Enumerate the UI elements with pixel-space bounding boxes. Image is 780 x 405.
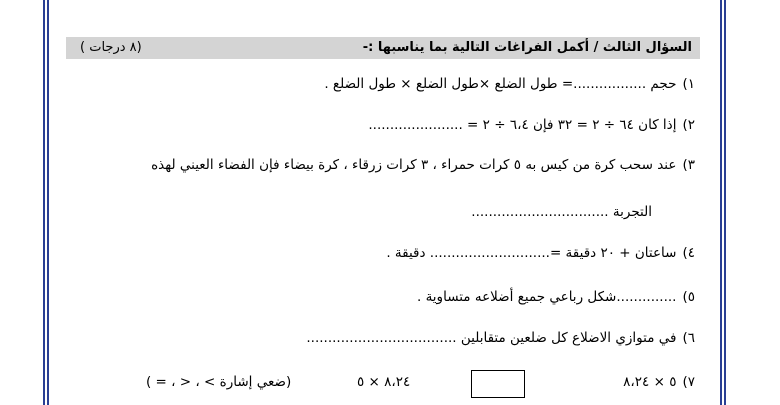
question-item-7 [623, 374, 695, 390]
page-border-left-outer [43, 0, 45, 405]
question-item-4 [386, 245, 695, 261]
question-text: التجربة ................................ [471, 204, 652, 220]
question-number: ٢) [682, 117, 695, 133]
question-number: ١) [682, 76, 695, 92]
question-number: ٦) [682, 330, 695, 346]
question-item-2 [368, 117, 695, 133]
page-border-left-inner [47, 0, 49, 405]
comparison-hint: (ضعي إشارة > ، < ، = ) [146, 374, 292, 390]
question-text: ساعتان + ٢٠ دقيقة =............................ دقيقة . [386, 245, 677, 261]
right-expression: ٨،٢٤ × ٥ [357, 374, 411, 390]
left-expression: ٥ × ٨،٢٤ [623, 374, 677, 390]
question-text: إذا كان ٦٤ ÷ ٢ = ٣٢ فإن ٦،٤ ÷ ٢ = ...................... [368, 117, 677, 133]
page-border-right-inner [724, 0, 726, 405]
question-item-3-continued [471, 204, 652, 220]
question-text: عند سحب كرة من كيس به ٥ كرات حمراء ، ٣ كرات زرقاء ، كرة بيضاء فإن الفضاء العيني لهذه [151, 157, 677, 173]
question-item-5 [417, 289, 695, 305]
question-item-1 [324, 76, 695, 92]
question-number: ٣) [682, 157, 695, 173]
question-number: ٥) [682, 289, 695, 305]
question-header [66, 37, 700, 59]
question-text: في متوازي الاضلاع كل ضلعين متقابلين ................................... [306, 330, 677, 346]
question-item-6 [306, 330, 695, 346]
question-title: السؤال الثالث / أكمل الفراغات التالية بما يناسبها :- [362, 40, 692, 55]
question-number: ٧) [682, 374, 695, 390]
question-number: ٤) [682, 245, 695, 261]
question-text: حجم .................= طول الضلع ×طول الضلع × طول الضلع . [324, 76, 677, 92]
comparison-answer-box[interactable] [471, 370, 525, 398]
question-text: ..............شكل رباعي جميع أضلاعه متساوية . [416, 289, 677, 305]
page-border-right-outer [720, 0, 722, 405]
question-item-3 [151, 157, 695, 173]
question-marks: (٨ درجات ) [80, 40, 142, 55]
